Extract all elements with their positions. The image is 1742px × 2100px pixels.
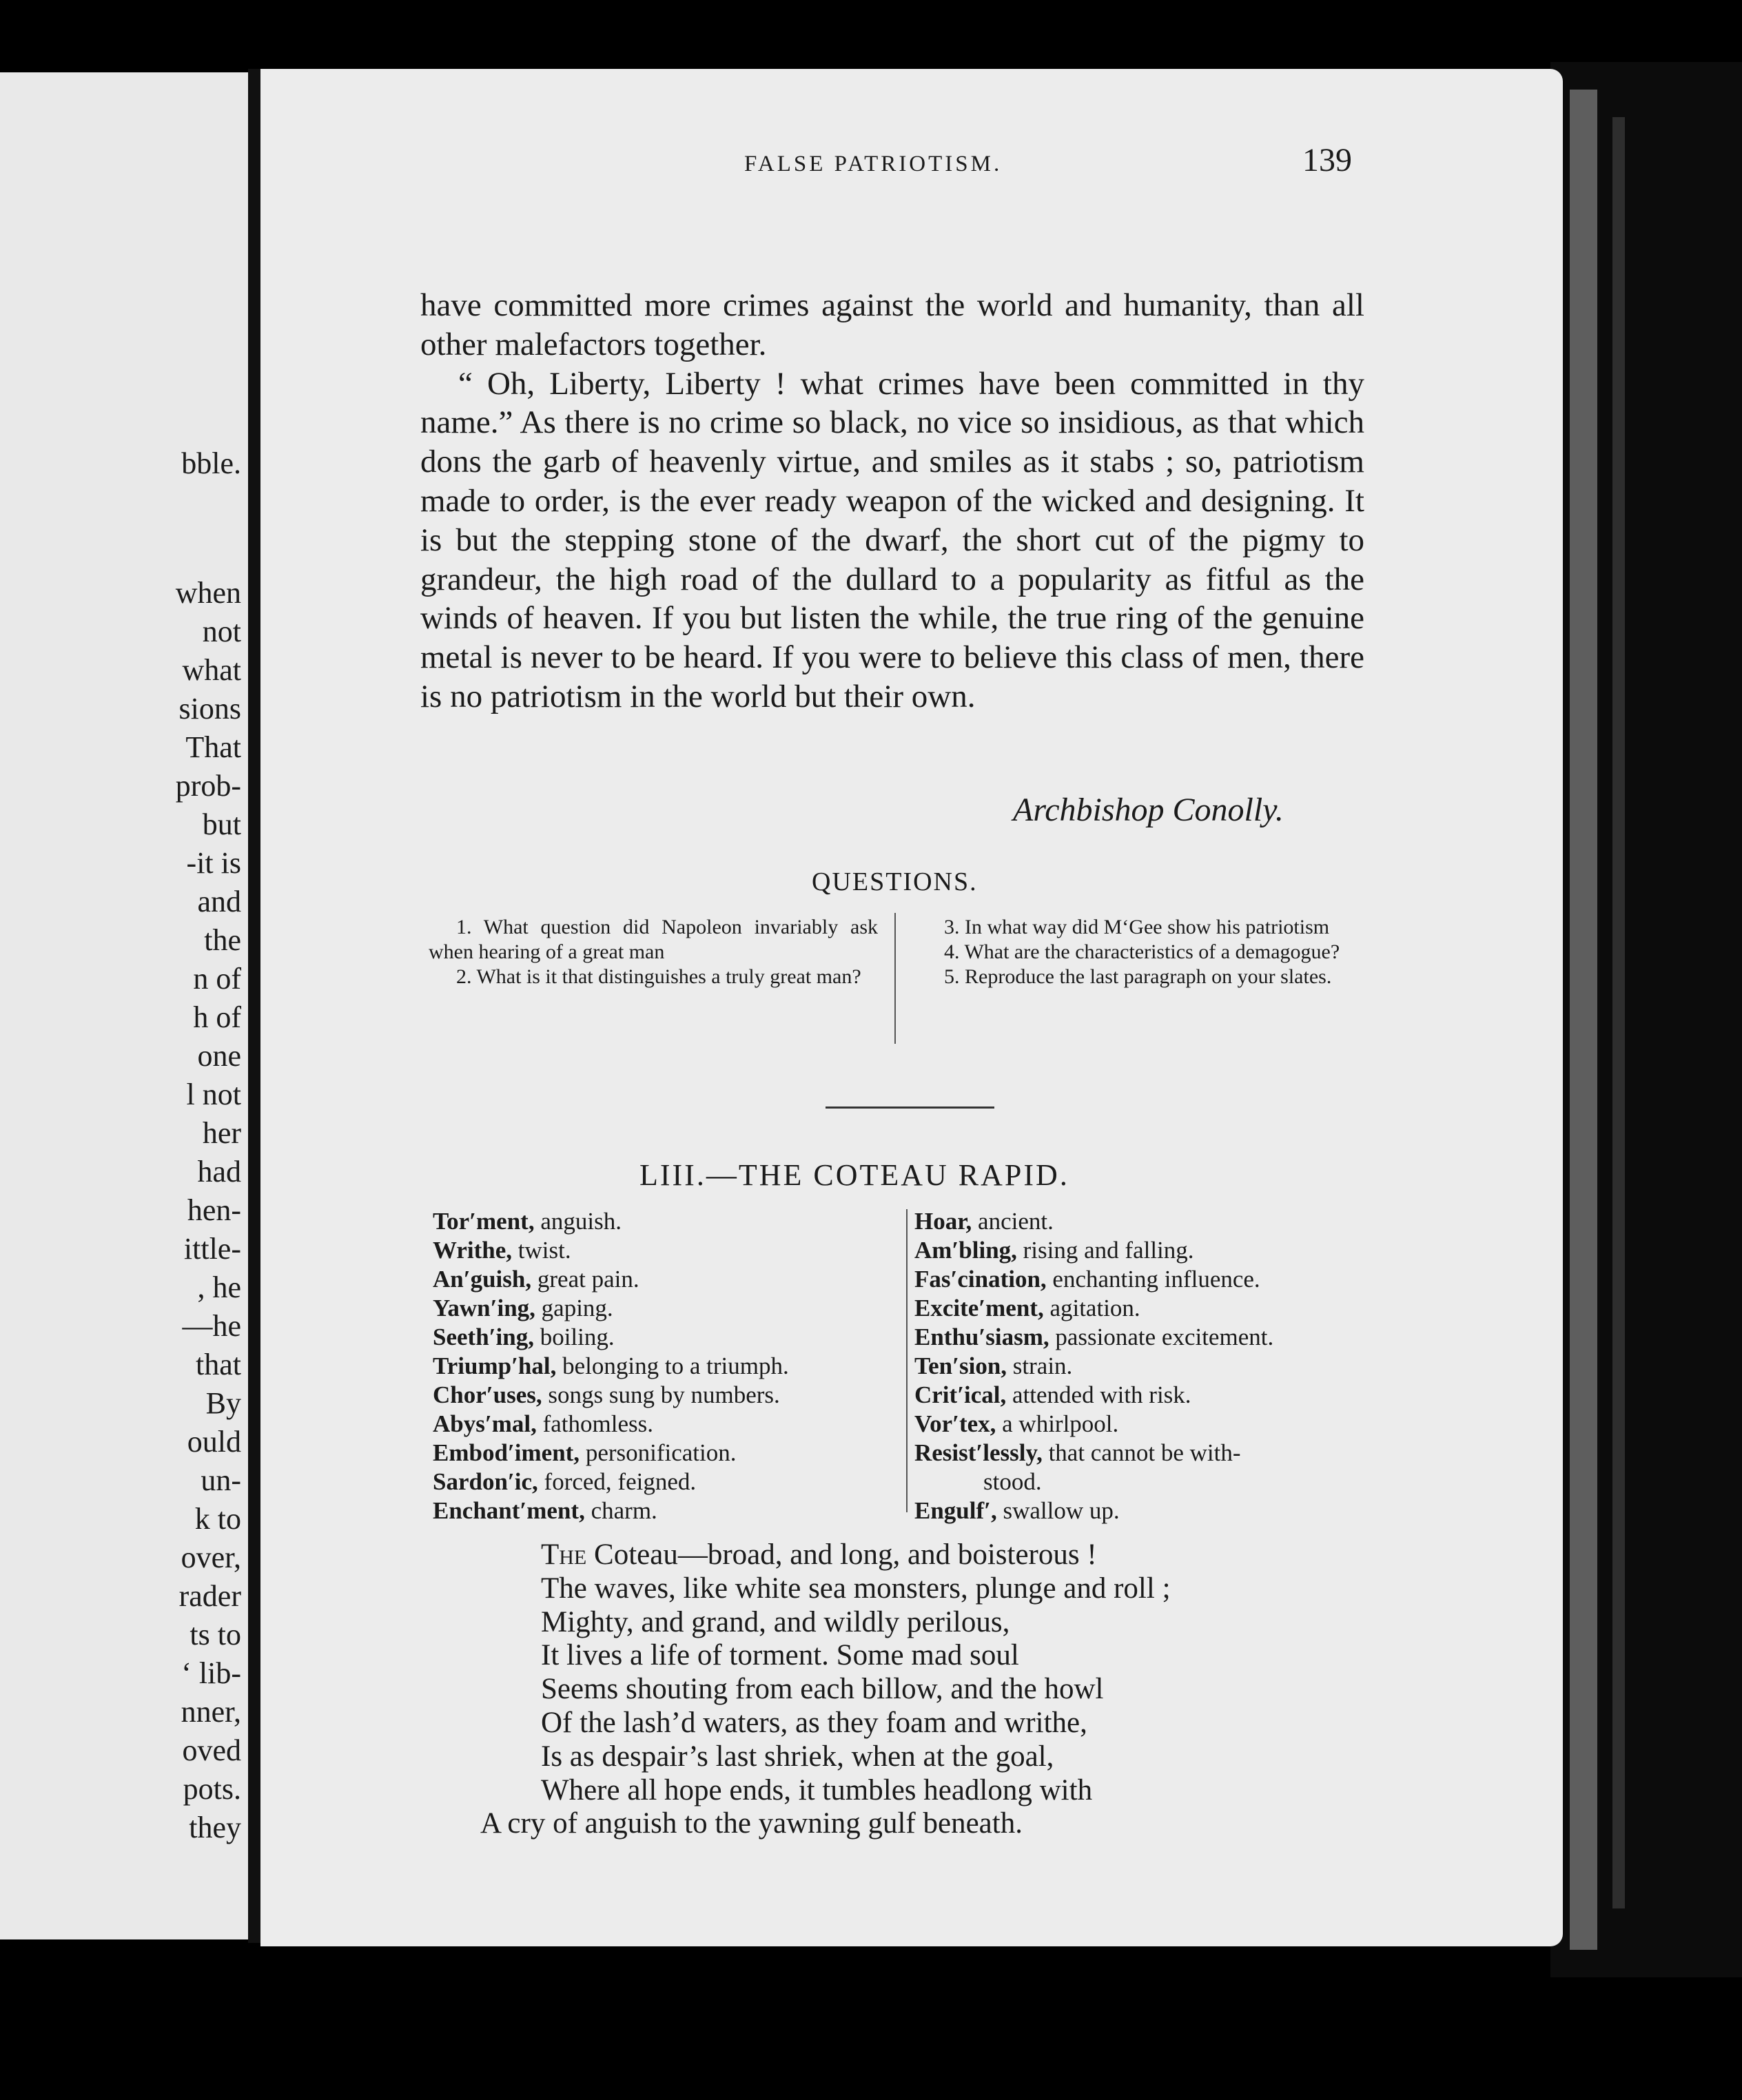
left-page-fragment: one <box>197 1039 241 1073</box>
left-page-fragment: when <box>175 576 241 610</box>
vocab-word: Crit′ical, <box>914 1381 1007 1408</box>
left-page-fragment: —he <box>182 1309 241 1343</box>
left-page-fragment: un- <box>201 1463 241 1497</box>
vocab-word: Hoar, <box>914 1208 972 1235</box>
vocab-word: Enthu′siasm, <box>914 1324 1049 1350</box>
vocab-definition: agitation. <box>1043 1295 1140 1321</box>
left-page-fragment: ts to <box>189 1618 241 1651</box>
vocab-definition: personification. <box>580 1439 737 1466</box>
left-page-fragment: had <box>197 1155 241 1188</box>
left-page-fragment: ould <box>187 1425 241 1459</box>
paragraph: have committed more crimes against the world and humanity, than all other malefactors together. <box>420 287 1364 362</box>
lesson-title: LIII.—THE COTEAU RAPID. <box>639 1158 1069 1192</box>
vocab-definition: boiling. <box>533 1324 615 1350</box>
poem <box>480 1538 1171 1841</box>
vocab-definition: swallow up. <box>996 1497 1120 1524</box>
poem-first-word: The <box>541 1538 587 1571</box>
vocab-word: Vor′tex, <box>914 1410 996 1437</box>
vocab-entry <box>433 1323 901 1352</box>
vocab-word: Writhe, <box>433 1237 513 1264</box>
vocab-word: Ten′sion, <box>914 1352 1007 1379</box>
vocab-definition: gaping. <box>535 1295 613 1321</box>
book-gutter <box>248 69 260 1943</box>
prose-body <box>420 286 1364 717</box>
vocab-definition: strain. <box>1007 1352 1073 1379</box>
poem-line: It lives a life of torment. Some mad soul <box>541 1639 1019 1672</box>
left-page-fragment: That <box>185 730 241 764</box>
vocab-entry <box>433 1468 901 1496</box>
vocab-definition: twist. <box>512 1237 571 1264</box>
vocab-entry <box>914 1410 1383 1439</box>
vocab-entry <box>914 1496 1383 1525</box>
vocab-word: Resist′lessly, <box>914 1439 1043 1466</box>
column-divider <box>894 913 896 1044</box>
poem-line: Mighty, and grand, and wildly perilous, <box>541 1605 1010 1638</box>
vocab-entry <box>433 1294 901 1323</box>
left-page-fragment: what <box>182 653 241 687</box>
vocab-word: An′guish, <box>433 1266 532 1293</box>
vocab-entry <box>433 1352 901 1381</box>
vocab-word: Engulf′, <box>914 1497 997 1524</box>
questions-right-column <box>916 915 1371 989</box>
vocab-word: Embod′iment, <box>433 1439 580 1466</box>
vocab-word: Enchant′ment, <box>433 1497 585 1524</box>
vocab-entry <box>433 1410 901 1439</box>
vocab-definition: rising and falling. <box>1016 1237 1194 1264</box>
vocab-definition: great pain. <box>531 1266 639 1293</box>
vocab-word: Excite′ment, <box>914 1295 1044 1321</box>
left-page-fragment: , he <box>197 1270 241 1304</box>
page-number: 139 <box>1302 142 1352 178</box>
vocab-definition: belonging to a triumph. <box>556 1352 789 1379</box>
page-edge-shadow <box>1612 117 1625 1908</box>
vocab-word: Yawn′ing, <box>433 1295 535 1321</box>
vocab-entry <box>914 1352 1383 1381</box>
left-page-fragment: ittle- <box>183 1232 241 1266</box>
left-page-fragment: pots. <box>183 1772 241 1806</box>
vocab-word: Seeth′ing, <box>433 1324 534 1350</box>
vocab-definition: attended with risk. <box>1006 1381 1191 1408</box>
vocab-entry <box>914 1236 1383 1265</box>
left-page-fragment: bble. <box>181 446 241 480</box>
vocab-entry <box>433 1236 901 1265</box>
questions-heading: QUESTIONS. <box>812 867 978 896</box>
question: 3. In what way did M‘Gee show his patriotism <box>944 916 1330 938</box>
poem-line: Is as despair’s last shriek, when at the goal, <box>541 1740 1054 1773</box>
left-page-fragment: her <box>202 1116 241 1150</box>
running-head: FALSE PATRIOTISM. <box>744 152 1003 176</box>
left-page-fragment: hen- <box>187 1193 241 1227</box>
vocab-entry <box>433 1496 901 1525</box>
left-page-fragment: nner, <box>181 1695 241 1729</box>
vocab-definition: passionate excitement. <box>1049 1324 1274 1350</box>
vocab-definition: stood. <box>983 1468 1042 1495</box>
question: 5. Reproduce the last paragraph on your slates. <box>944 965 1332 988</box>
poem-line: Of the lash’d waters, as they foam and writhe, <box>541 1706 1087 1739</box>
vocab-word: Am′bling, <box>914 1237 1017 1264</box>
left-page-fragment: rader <box>178 1579 241 1613</box>
vocab-definition: forced, feigned. <box>537 1468 697 1495</box>
vocab-definition: charm. <box>584 1497 657 1524</box>
poem-line: The waves, like white sea monsters, plunge and roll ; <box>541 1572 1171 1605</box>
questions-left-column <box>429 915 878 989</box>
vocab-word: Tor′ment, <box>433 1208 535 1235</box>
vocabulary-right-column <box>914 1207 1383 1525</box>
left-page-fragment: they <box>189 1811 241 1844</box>
left-page-fragment: By <box>205 1386 241 1420</box>
question: 4. What are the characteristics of a demagogue? <box>944 940 1340 963</box>
left-page <box>0 72 256 1939</box>
vocab-definition: ancient. <box>972 1208 1054 1235</box>
vocab-entry <box>914 1265 1383 1294</box>
left-page-fragment: not <box>202 615 241 648</box>
vocab-word: Triump′hal, <box>433 1352 557 1379</box>
vocab-entry <box>433 1439 901 1468</box>
poem-line: Seems shouting from each billow, and the howl <box>541 1673 1104 1706</box>
vocab-definition: a whirlpool. <box>996 1410 1119 1437</box>
left-page-fragment: l not <box>186 1078 241 1111</box>
vocab-definition: that cannot be with- <box>1042 1439 1241 1466</box>
poem-line: Where all hope ends, it tumbles headlong with <box>541 1773 1093 1806</box>
vocab-entry <box>914 1323 1383 1352</box>
vocab-definition: songs sung by numbers. <box>542 1381 780 1408</box>
left-page-fragment: the <box>204 923 241 957</box>
vocab-word: Chor′uses, <box>433 1381 542 1408</box>
left-page-fragment: prob- <box>175 769 241 803</box>
vocab-entry-continuation <box>914 1468 1383 1496</box>
left-page-fragment: oved <box>182 1733 241 1767</box>
vocab-entry <box>914 1294 1383 1323</box>
poem-first-line-text: Coteau—broad, and long, and boisterous ! <box>586 1538 1097 1571</box>
attribution: Archbishop Conolly. <box>1013 792 1284 828</box>
left-page-fragment: -it is <box>186 846 241 880</box>
vocab-entry <box>433 1207 901 1236</box>
vocab-word: Abys′mal, <box>433 1410 537 1437</box>
poem-line <box>541 1538 1171 1572</box>
vocab-entry <box>433 1265 901 1294</box>
vocabulary-left-column <box>433 1207 901 1525</box>
left-page-fragment: k to <box>194 1502 241 1536</box>
column-divider <box>906 1209 908 1512</box>
paragraph: “ Oh, Liberty, Liberty ! what crimes have been committed in thy name.” As there is no crime so black, no vice so insidious, as that which dons the garb of heavenly virtue, and smiles as it stabs ; so, patriotism made to order, is the ever ready weapon of the wicked and designing. It is but the stepping stone of the dwarf, the short cut of the pigmy to grandeur, the high road of the dullard to a popularity as fitful as the winds of heaven. If you but listen the while, the true ring of the genuine metal is never to be heard. If you were to believe this class of men, there is no patriotism in the world but their own. <box>420 365 1364 714</box>
left-page-fragment: n of <box>193 962 241 996</box>
left-page-fragment: but <box>202 807 241 841</box>
vocab-entry <box>914 1207 1383 1236</box>
page-edge <box>1570 90 1597 1950</box>
question: 1. What question did Napoleon invariably ask when hearing of a great man <box>429 916 878 963</box>
question: 2. What is it that distinguishes a truly great man? <box>456 965 861 988</box>
left-page-fragment: that <box>196 1348 241 1381</box>
left-page-fragment: h of <box>193 1000 241 1034</box>
vocab-word: Fas′cination, <box>914 1266 1047 1293</box>
vocab-definition: fathomless. <box>536 1410 653 1437</box>
left-page-fragment: over, <box>181 1541 241 1574</box>
vocab-entry <box>914 1381 1383 1410</box>
left-page-fragment: sions <box>178 692 241 725</box>
vocab-entry <box>433 1381 901 1410</box>
vocab-entry <box>914 1439 1383 1468</box>
book-edge <box>1550 62 1742 1977</box>
vocab-definition: anguish. <box>534 1208 622 1235</box>
section-rule <box>826 1106 994 1109</box>
left-page-fragment: ‘ lib- <box>181 1656 241 1690</box>
vocab-word: Sardon′ic, <box>433 1468 538 1495</box>
poem-line: A cry of anguish to the yawning gulf beneath. <box>480 1807 1023 1840</box>
left-page-fragment: and <box>197 885 241 918</box>
vocab-definition: enchanting influence. <box>1046 1266 1260 1293</box>
